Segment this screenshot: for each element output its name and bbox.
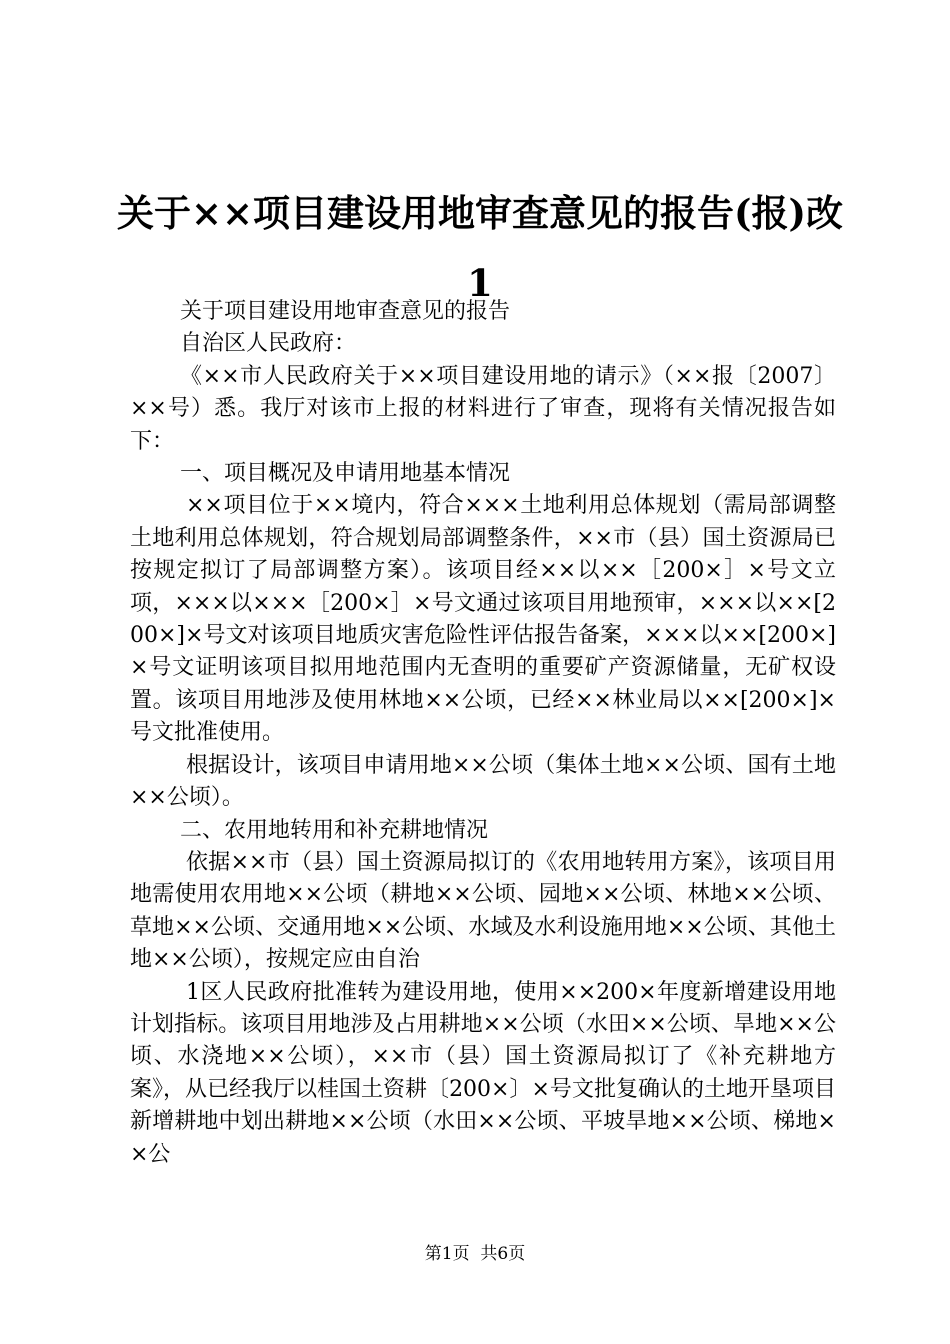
title-line-1: 关于××项目建设用地审查意见的报告(报)改	[116, 191, 843, 235]
page-number: 第1页 共6页	[424, 1244, 526, 1264]
subtitle-paragraph: 关于项目建设用地审查意见的报告	[180, 299, 511, 324]
section-2-paragraph: 依据××市（县）国土资源局拟订的《农用地转用方案》，该项目用地需使用农用地××公顷（耕地××公顷、园地××公顷、林地××公顷、草地××公顷、交通用地××公顷、水域及水利设施用地××公顷、其他土地××公顷），按规定应由自治	[130, 849, 836, 973]
intro-paragraph: 《××市人民政府关于××项目建设用地的请示》（××报〔2007〕××号）悉。我厅对该市上报的材料进行了审查，现将有关情况报告如下：	[130, 363, 836, 454]
section-heading-2: 二、农用地转用和补充耕地情况	[180, 817, 489, 843]
page-footer	[0, 1242, 950, 1266]
document-body	[130, 296, 836, 1171]
design-paragraph: 根据设计，该项目申请用地××公顷（集体土地××公顷、国有土地××公顷）。	[130, 752, 836, 811]
title-line-2: 1	[467, 261, 493, 305]
continuation-paragraph: 1区人民政府批准转为建设用地，使用××200×年度新增建设用地计划指标。该项目用地涉及占用耕地××公顷（水田××公顷、旱地××公顷、水浇地××公顷），××市（县）国土资源局拟订了《补充耕地方案》，从已经我厅以桂国土资耕〔200×〕×号文批复确认的土地开垦项目新增耕地中划出耕地××公顷（水田××公顷、平坡旱地××公顷、梯地××公	[130, 979, 836, 1167]
section-heading-1: 一、项目概况及申请用地基本情况	[180, 461, 511, 487]
section-1-paragraph: ××项目位于××境内，符合×××土地利用总体规划（需局部调整土地利用总体规划，符合规划局部调整条件，××市（县）国土资源局已按规定拟订了局部调整方案）。该项目经××以××［200×］×号文立项，×××以×××［200×］×号文通过该项目用地预审，×××以××[200×]×号文对该项目地质灾害危险性评估报告备案，×××以××[200×]×号文证明该项目拟用地范围内无查明的重要矿产资源储量，无矿权设置。该项目用地涉及使用林地××公顷，已经××林业局以××[200×]×号文批准使用。	[130, 493, 836, 746]
salutation-paragraph: 自治区人民政府：	[180, 331, 357, 357]
